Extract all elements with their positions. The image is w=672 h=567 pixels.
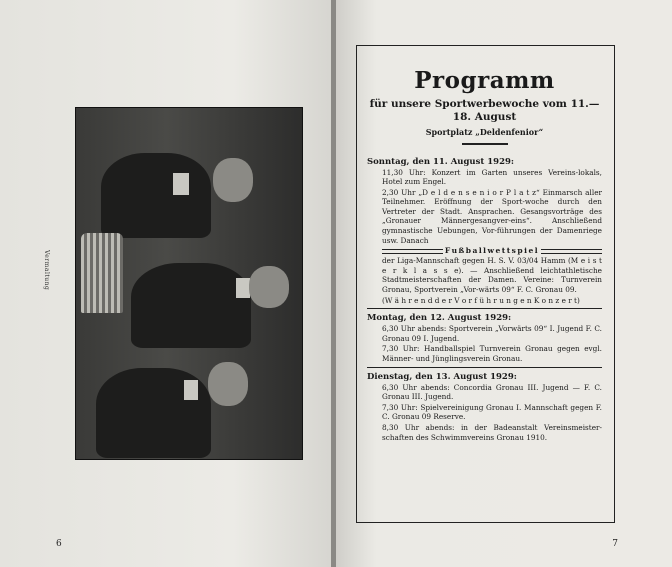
day-divider	[367, 308, 602, 309]
schedule-entry: der Liga-Mannschaft gegen H. S. V. 03/04 Hamm (M e i s t e r k l a s s e). — Anschließend leichtathletische Stadtmeisterschaften der Damen. Vereine: Turnverein Gronau, Sportverein „Vor-wärts 09“ F. C. Gronau 09.	[382, 256, 602, 295]
trophy-object	[81, 233, 123, 313]
page-number-left: 6	[56, 539, 62, 549]
day-tuesday	[367, 372, 602, 443]
day-heading: Dienstag, den 13. August 1929:	[367, 371, 517, 382]
program-title: Programm	[414, 67, 555, 94]
day-monday	[367, 313, 602, 363]
program-venue: Sportplatz „Deldenfenior“	[425, 127, 544, 137]
team-photo	[75, 107, 303, 460]
schedule-entry: 8,30 Uhr abends: in der Badeanstalt Vereinsmeister-schaften des Schwimmvereins Gronau 1910.	[382, 422, 602, 442]
schedule-entry: 6,30 Uhr abends: Sportverein „Vorwärts 09“ I. Jugend F. C. Gronau 09 I. Jugend.	[382, 324, 602, 343]
program-frame	[356, 45, 615, 523]
schedule-entry: 7,30 Uhr: Spielvereinigung Gronau I. Mannschaft gegen F. C. Gronau 09 Reserve.	[382, 402, 602, 422]
schedule-entry: (W ä h r e n d d e r V o r f ü h r u n g e n K o n z e r t)	[382, 295, 580, 305]
side-caption: Vermaltung	[43, 250, 50, 291]
schedule-entry: 6,30 Uhr abends: Concordia Gronau III. Jugend — F. C. Gronau III. Jugend.	[382, 382, 602, 402]
program-subtitle: für unsere Sportwerbewoche vom 11.—18. August	[369, 98, 600, 123]
schedule-entry: 2,30 Uhr „D e l d e n s e n i o r P l a t z“ Einmarsch aller Teilnehmer. Eröffnung der Sport-woche durch den Vertreter der Stadt. Ansprachen. Gesangsvorträge des „Gronauer Männergesangver-eins“. Anschließend gymnastische Uebungen, Vor-führungen der Damenriege usw. Danach	[382, 187, 602, 245]
left-page	[0, 0, 333, 567]
schedule-entry: 11,30 Uhr: Konzert im Garten unseres Vereins-lokals, Hotel zum Engel.	[382, 167, 602, 187]
page-number-right: 7	[612, 539, 618, 549]
title-rule	[462, 143, 508, 145]
schedule-entry: 7,30 Uhr: Handballspiel Turnverein Gronau gegen evgl. Männer- und Jünglingsverein Gronau.	[382, 344, 602, 363]
day-sunday	[367, 157, 602, 306]
day-divider	[367, 367, 602, 368]
day-heading: Sonntag, den 11. August 1929:	[367, 156, 515, 167]
day-heading: Montag, den 12. August 1929:	[367, 313, 512, 324]
football-banner: Fußballwettspiel	[382, 246, 602, 256]
